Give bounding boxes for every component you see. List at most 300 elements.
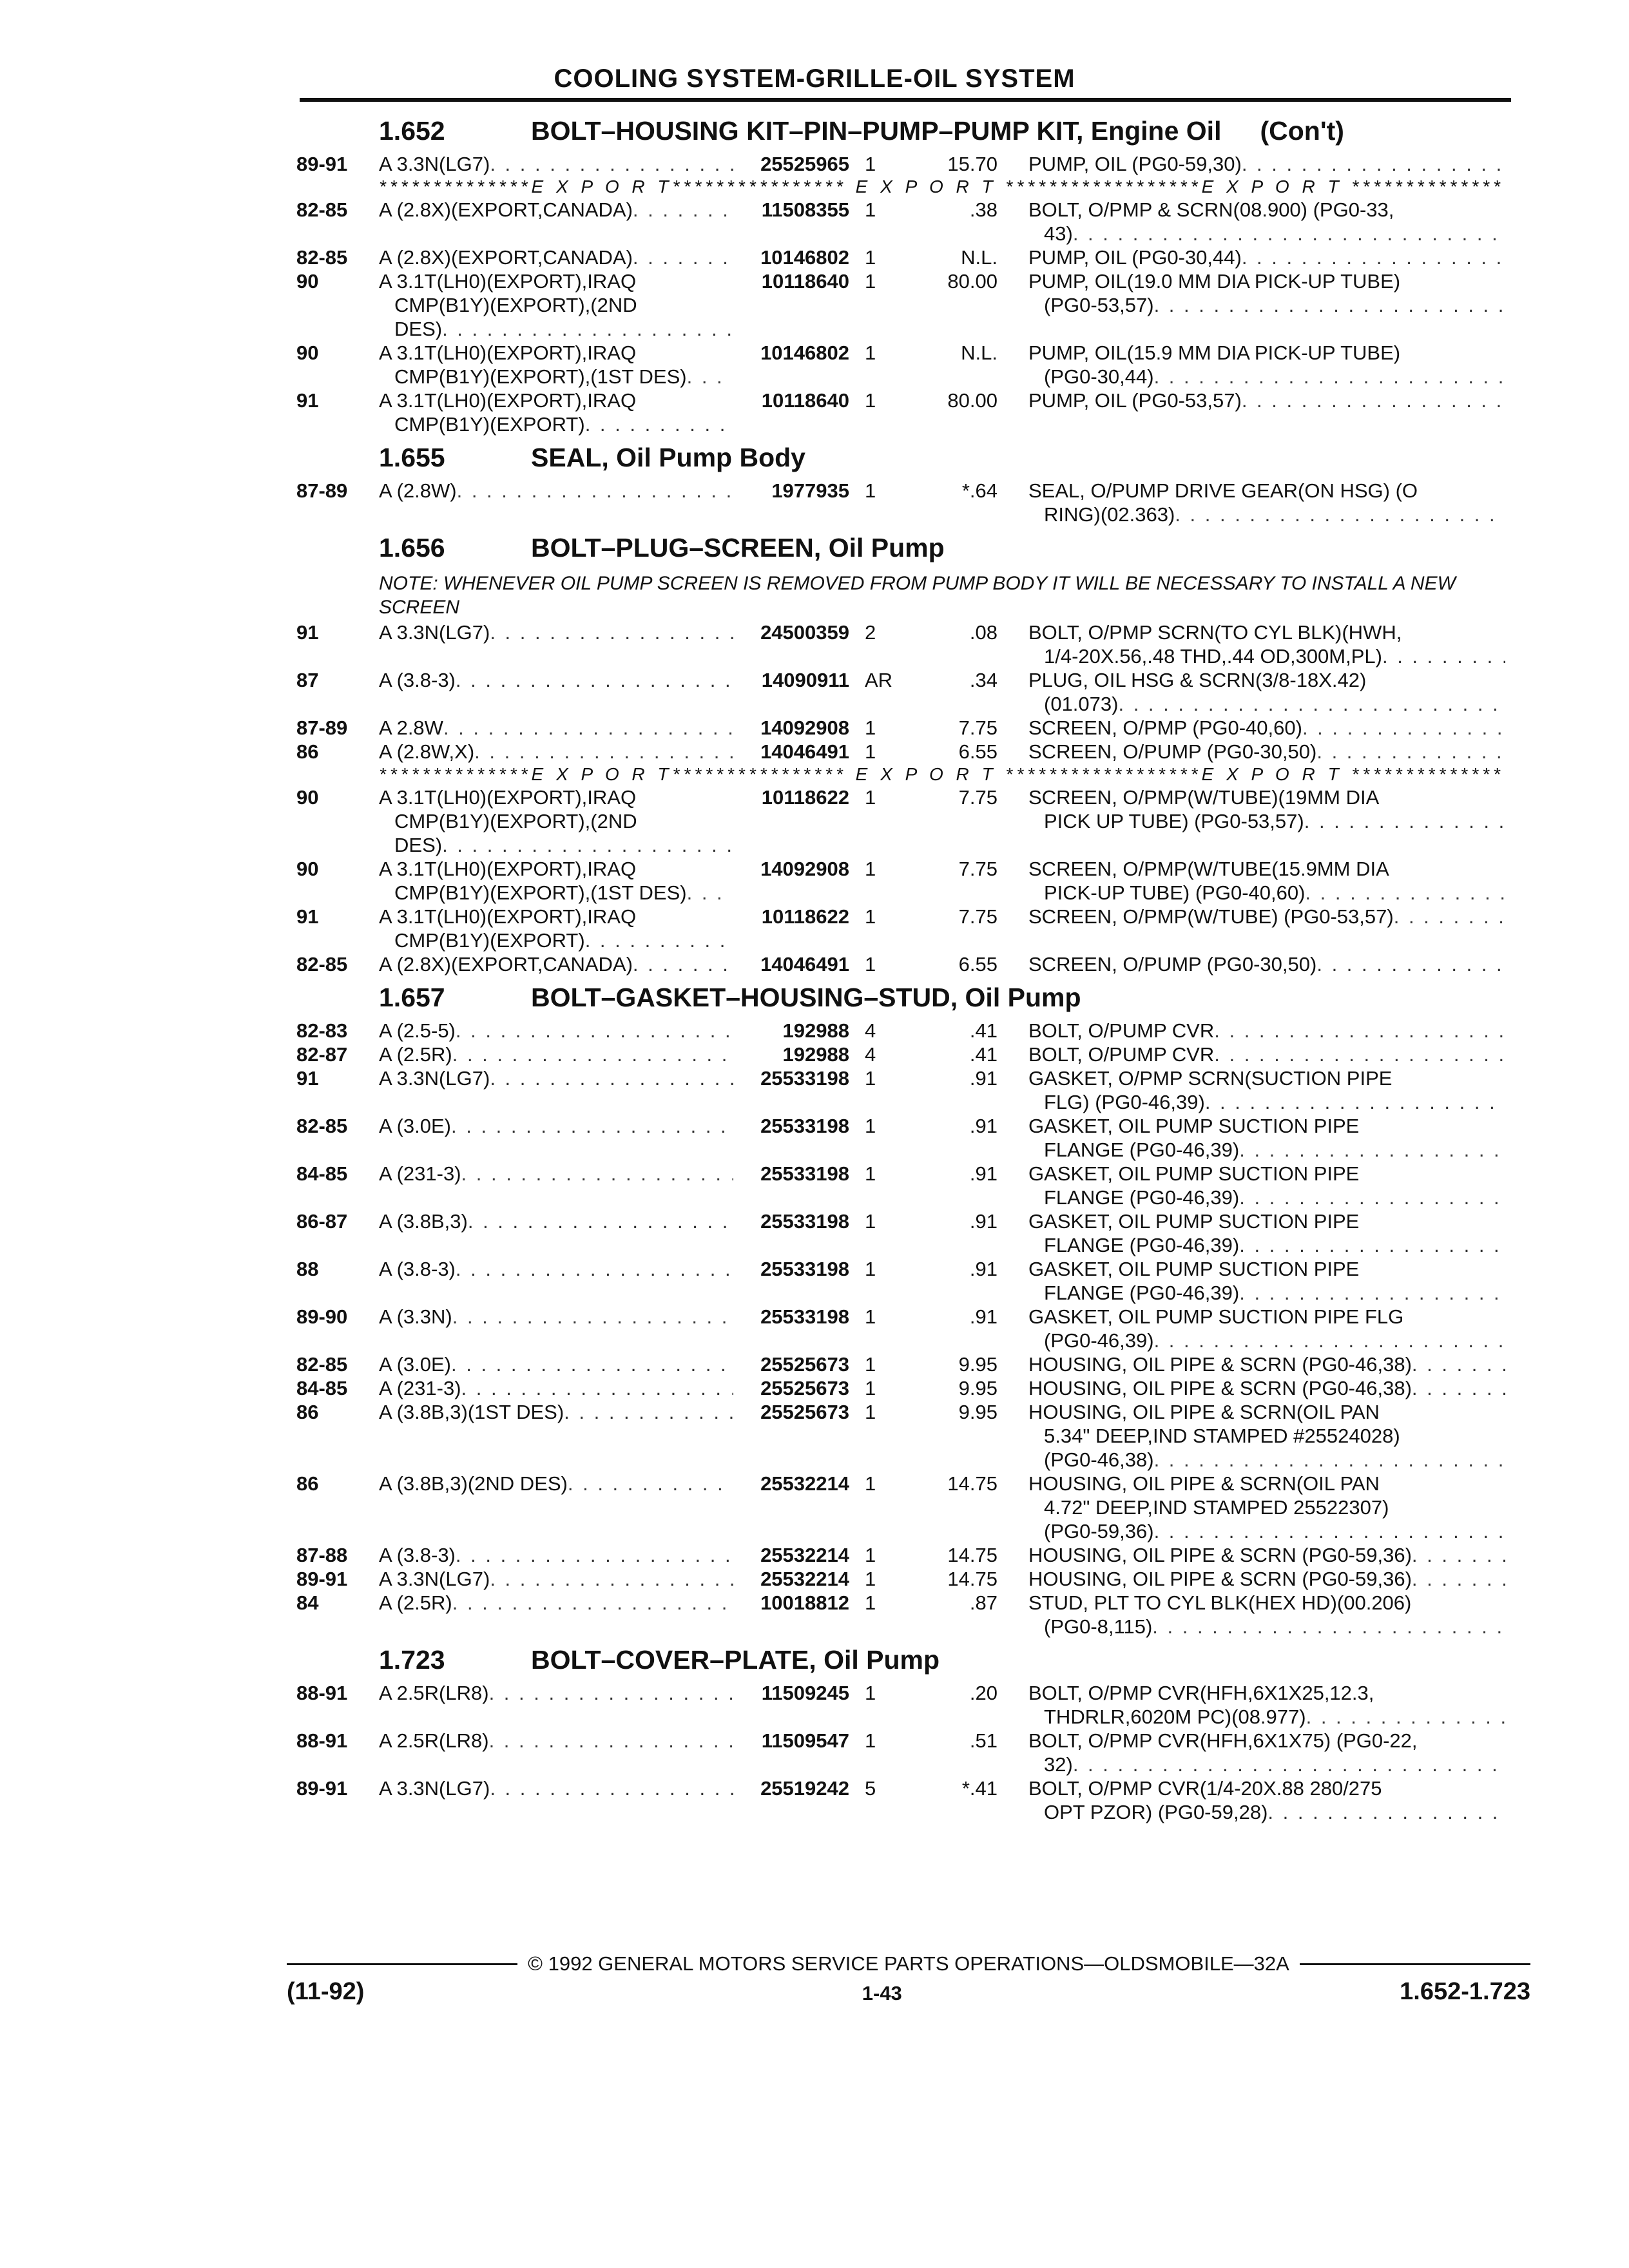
- quantity: 1: [865, 1401, 876, 1423]
- leader-dots: [490, 620, 733, 644]
- model-years: 82-85: [296, 198, 348, 221]
- application-line: [379, 785, 733, 809]
- description-line: [1028, 1043, 1505, 1066]
- description-text: BOLT, O/PMP & SCRN(08.900) (PG0-33,: [1028, 198, 1394, 221]
- description: [998, 1543, 1505, 1567]
- application-text: A (2.8X)(EXPORT,CANADA): [379, 246, 633, 269]
- description-text: HOUSING, OIL PIPE & SCRN (PG0-46,38): [1028, 1353, 1412, 1376]
- leader-dots: [442, 317, 733, 341]
- description-line: [1028, 716, 1505, 740]
- part-row: [296, 1019, 1521, 1043]
- description: [998, 1114, 1505, 1162]
- application-line: [379, 1543, 733, 1567]
- description-line: [1028, 503, 1505, 526]
- price: 6.55: [958, 953, 998, 975]
- description-text: STUD, PLT TO CYL BLK(HEX HD)(00.206): [1028, 1591, 1412, 1614]
- description-line: [1028, 620, 1505, 644]
- section-number: 1.656: [379, 533, 445, 562]
- description-text: PICK UP TUBE) (PG0-53,57): [1044, 810, 1304, 832]
- description-text: GASKET, OIL PUMP SUCTION PIPE FLG: [1028, 1305, 1404, 1328]
- leader-dots: [1175, 503, 1505, 526]
- description-text: PUMP, OIL (PG0-30,44): [1028, 246, 1242, 269]
- quantity: 1: [865, 1568, 876, 1590]
- section-heading: [296, 436, 1521, 479]
- application-line: [379, 1352, 733, 1376]
- part-number: 25533198: [760, 1258, 849, 1280]
- price: 9.95: [958, 1401, 998, 1423]
- application-line: [379, 1305, 733, 1329]
- description-text: SCREEN, O/PUMP (PG0-30,50): [1028, 740, 1317, 763]
- application-text: A 3.1T(LH0)(EXPORT),IRAQ: [379, 858, 637, 880]
- quantity: 1: [865, 1305, 876, 1328]
- description-text: (01.073): [1044, 693, 1119, 715]
- description-text: HOUSING, OIL PIPE & SCRN (PG0-59,36): [1028, 1568, 1412, 1590]
- application: [379, 389, 733, 436]
- price: .91: [969, 1210, 998, 1233]
- leader-dots: [456, 1543, 733, 1567]
- application-text: A (3.8-3): [379, 1258, 456, 1280]
- description-line: [1028, 365, 1505, 389]
- part-number: 192988: [782, 1019, 849, 1042]
- leader-dots: [1412, 1352, 1505, 1376]
- part-number: 10018812: [760, 1591, 849, 1614]
- leader-dots: [452, 1591, 733, 1615]
- leader-dots: [442, 833, 733, 857]
- leader-dots: [451, 1114, 733, 1138]
- leader-dots: [489, 1681, 733, 1705]
- description-line: [1028, 1352, 1505, 1376]
- section-title: BOLT–PLUG–SCREEN, Oil Pump: [531, 533, 945, 562]
- part-row: [296, 1591, 1521, 1639]
- application: [379, 1729, 733, 1753]
- leader-dots: [585, 412, 733, 436]
- model-years: 86: [296, 740, 319, 763]
- quantity: 4: [865, 1019, 876, 1042]
- model-years: 90: [296, 858, 319, 880]
- leader-dots: [1242, 152, 1505, 176]
- leader-dots: [1382, 644, 1505, 668]
- model-years: 89-91: [296, 1568, 348, 1590]
- header-rule: [300, 98, 1511, 102]
- footer-page-number: 1-43: [862, 1982, 902, 2004]
- quantity: 1: [865, 1544, 876, 1566]
- parts-catalog-content: [296, 110, 1521, 1824]
- application-text: A (3.3N): [379, 1305, 452, 1328]
- description-text: HOUSING, OIL PIPE & SCRN(OIL PAN: [1028, 1401, 1380, 1423]
- section-title: SEAL, Oil Pump Body: [531, 443, 805, 472]
- description-text: 32): [1044, 1753, 1073, 1776]
- description-line: [1028, 222, 1505, 245]
- description: [998, 479, 1505, 526]
- application-line: [379, 1729, 733, 1753]
- description-line: [1028, 1729, 1505, 1753]
- application: [379, 716, 733, 740]
- description-line: [1028, 1305, 1505, 1329]
- leader-dots: [1394, 905, 1505, 928]
- section-number: 1.655: [379, 443, 445, 472]
- application-line: [379, 152, 733, 176]
- part-row: [296, 1209, 1521, 1257]
- application-text: A 3.3N(LG7): [379, 1568, 490, 1590]
- application-text: A (2.8X)(EXPORT,CANADA): [379, 953, 633, 975]
- description: [998, 152, 1505, 176]
- description-text: RING)(02.363): [1044, 503, 1175, 526]
- part-number: 10146802: [760, 341, 849, 364]
- leader-dots: [1073, 222, 1505, 245]
- description-text: BOLT, O/PUMP CVR: [1028, 1019, 1215, 1042]
- description: [998, 1591, 1505, 1639]
- price: 7.75: [958, 905, 998, 928]
- description-text: HOUSING, OIL PIPE & SCRN (PG0-59,36): [1028, 1544, 1412, 1566]
- part-row: [296, 1352, 1521, 1376]
- quantity: 1: [865, 953, 876, 975]
- application-line: [379, 389, 733, 412]
- leader-dots: [1316, 952, 1505, 976]
- leader-dots: [452, 1043, 733, 1066]
- description-line: [1028, 644, 1505, 668]
- application-text: A (3.8B,3)(1ST DES): [379, 1401, 564, 1423]
- page-title: COOLING SYSTEM-GRILLE-OIL SYSTEM: [554, 64, 1075, 93]
- leader-dots: [1214, 1043, 1505, 1066]
- part-row: [296, 389, 1521, 436]
- description: [998, 716, 1505, 740]
- application-text: CMP(B1Y)(EXPORT),(2ND: [394, 810, 637, 832]
- price: N.L.: [961, 341, 998, 364]
- application-line: [379, 317, 733, 341]
- quantity: AR: [865, 669, 893, 691]
- application: [379, 1352, 733, 1376]
- model-years: 82-85: [296, 1115, 348, 1137]
- leader-dots: [687, 365, 733, 389]
- application-text: A 3.1T(LH0)(EXPORT),IRAQ: [379, 389, 637, 412]
- description-line: [1028, 1615, 1505, 1639]
- description-line: [1028, 1567, 1505, 1591]
- application: [379, 740, 733, 764]
- leader-dots: [564, 1400, 733, 1424]
- application: [379, 1376, 733, 1400]
- quantity: 1: [865, 1472, 876, 1495]
- application-line: [379, 1066, 733, 1090]
- description-text: GASKET, OIL PUMP SUCTION PIPE: [1028, 1115, 1360, 1137]
- part-number: 14046491: [760, 953, 849, 975]
- quantity: 1: [865, 270, 876, 293]
- leader-dots: [490, 1567, 733, 1591]
- model-years: 82-85: [296, 1353, 348, 1376]
- part-number: 10118640: [761, 270, 849, 293]
- quantity: 5: [865, 1777, 876, 1800]
- part-number: 25525673: [760, 1353, 849, 1376]
- description: [998, 857, 1505, 905]
- description-line: [1028, 740, 1505, 764]
- leader-dots: [1412, 1567, 1505, 1591]
- footer-rule-right: [1300, 1963, 1530, 1965]
- section-number: 1.723: [379, 1645, 445, 1675]
- description-line: [1028, 1066, 1505, 1090]
- part-number: 10146802: [760, 246, 849, 269]
- part-number: 14090911: [761, 669, 849, 691]
- description-line: [1028, 1162, 1505, 1186]
- description: [998, 1729, 1505, 1776]
- price: .91: [969, 1258, 998, 1280]
- part-row: [296, 1400, 1521, 1472]
- leader-dots: [490, 1776, 733, 1800]
- application: [379, 905, 733, 952]
- leader-dots: [633, 245, 733, 269]
- part-row: [296, 245, 1521, 269]
- application-line: [379, 928, 733, 952]
- leader-dots: [457, 479, 733, 503]
- leader-dots: [443, 716, 733, 740]
- description: [998, 1681, 1505, 1729]
- application-text: A 2.5R(LR8): [379, 1682, 489, 1704]
- description: [998, 389, 1505, 412]
- description: [998, 668, 1505, 716]
- price: N.L.: [961, 246, 998, 269]
- description-line: [1028, 1114, 1505, 1138]
- part-number: 25532214: [760, 1568, 849, 1590]
- model-years: 89-91: [296, 1777, 348, 1800]
- part-row: [296, 1567, 1521, 1591]
- price: .41: [969, 1043, 998, 1066]
- description-line: [1028, 293, 1505, 317]
- description-line: [1028, 809, 1505, 833]
- description: [998, 620, 1505, 668]
- application-line: [379, 293, 733, 317]
- description-text: SEAL, O/PUMP DRIVE GEAR(ON HSG) (O: [1028, 479, 1418, 502]
- application-text: A 3.1T(LH0)(EXPORT),IRAQ: [379, 270, 637, 293]
- model-years: 87-89: [296, 716, 348, 739]
- leader-dots: [1154, 1448, 1505, 1472]
- description-text: PICK-UP TUBE) (PG0-40,60): [1044, 881, 1306, 904]
- description-text: 1/4-20X.56,.48 THD,.44 OD,300M,PL): [1044, 645, 1382, 668]
- model-years: 82-87: [296, 1043, 348, 1066]
- price: 14.75: [947, 1472, 998, 1495]
- part-number: 25533198: [760, 1162, 849, 1185]
- application-line: [379, 668, 733, 692]
- section-heading: [296, 110, 1521, 152]
- description-text: THDRLR,6020M PC)(08.977): [1044, 1706, 1306, 1728]
- model-years: 90: [296, 341, 319, 364]
- leader-dots: [1154, 293, 1505, 317]
- part-number: 25533198: [760, 1305, 849, 1328]
- price: 80.00: [947, 389, 998, 412]
- price: .08: [969, 621, 998, 644]
- part-number: 25532214: [760, 1544, 849, 1566]
- leader-dots: [1118, 692, 1505, 716]
- quantity: 1: [865, 1162, 876, 1185]
- part-row: [296, 1472, 1521, 1543]
- leader-dots: [490, 152, 733, 176]
- section-heading: [296, 976, 1521, 1019]
- model-years: 87: [296, 669, 319, 691]
- footer-copyright: © 1992 GENERAL MOTORS SERVICE PARTS OPERATIONS—OLDSMOBILE—32A: [528, 1952, 1289, 1975]
- section-title: BOLT–GASKET–HOUSING–STUD, Oil Pump: [531, 983, 1081, 1012]
- application-line: [379, 620, 733, 644]
- leader-dots: [1306, 1705, 1505, 1729]
- application-text: DES): [394, 834, 443, 856]
- quantity: 1: [865, 1115, 876, 1137]
- leader-dots: [452, 1305, 733, 1329]
- leader-dots: [633, 198, 733, 222]
- model-years: 91: [296, 1067, 319, 1090]
- part-row: [296, 1305, 1521, 1352]
- part-number: 25519242: [760, 1777, 849, 1800]
- application: [379, 479, 733, 503]
- part-number: 11509245: [761, 1682, 849, 1704]
- price: 9.95: [958, 1377, 998, 1399]
- description-line: [1028, 1776, 1505, 1800]
- description-line: [1028, 1543, 1505, 1567]
- description-line: [1028, 1472, 1505, 1495]
- application-line: [379, 1043, 733, 1066]
- description-line: [1028, 1424, 1505, 1448]
- part-number: 14046491: [760, 740, 849, 763]
- price: 14.75: [947, 1544, 998, 1566]
- description-line: [1028, 668, 1505, 692]
- model-years: 82-83: [296, 1019, 348, 1042]
- price: .91: [969, 1067, 998, 1090]
- part-number: 11509547: [761, 1729, 849, 1752]
- part-row: [296, 952, 1521, 976]
- application-text: CMP(B1Y)(EXPORT),(1ST DES): [394, 881, 687, 904]
- application: [379, 1043, 733, 1066]
- leader-dots: [1316, 740, 1505, 764]
- description: [998, 1305, 1505, 1352]
- application: [379, 1114, 733, 1138]
- part-number: 14092908: [760, 858, 849, 880]
- part-row: [296, 1162, 1521, 1209]
- part-number: 25533198: [760, 1210, 849, 1233]
- application-text: A (3.8-3): [379, 669, 456, 691]
- application: [379, 1162, 733, 1186]
- application-line: [379, 1209, 733, 1233]
- description: [998, 1400, 1505, 1472]
- price: 14.75: [947, 1568, 998, 1590]
- model-years: 87-89: [296, 479, 348, 502]
- quantity: 1: [865, 905, 876, 928]
- footer-date-code: (11-92): [287, 1978, 365, 2005]
- application-line: [379, 857, 733, 881]
- application-line: [379, 1400, 733, 1424]
- description-line: [1028, 1495, 1505, 1519]
- application-line: [379, 1257, 733, 1281]
- description: [998, 1352, 1505, 1376]
- application-line: [379, 1019, 733, 1043]
- leader-dots: [1305, 881, 1505, 905]
- footer-section-range: 1.652-1.723: [1400, 1978, 1530, 2005]
- description-line: [1028, 857, 1505, 881]
- quantity: 1: [865, 246, 876, 269]
- part-row: [296, 479, 1521, 526]
- description: [998, 905, 1505, 928]
- description-line: [1028, 1519, 1505, 1543]
- application-line: [379, 245, 733, 269]
- quantity: 2: [865, 621, 876, 644]
- leader-dots: [1302, 716, 1505, 740]
- description: [998, 1019, 1505, 1043]
- application-text: A 3.1T(LH0)(EXPORT),IRAQ: [379, 341, 637, 364]
- leader-dots: [1214, 1019, 1505, 1043]
- leader-dots: [456, 1257, 733, 1281]
- application-line: [379, 269, 733, 293]
- description-line: [1028, 1257, 1505, 1281]
- part-number: 25525673: [760, 1401, 849, 1423]
- price: 15.70: [947, 153, 998, 175]
- application-line: [379, 1114, 733, 1138]
- description-line: [1028, 1138, 1505, 1162]
- leader-dots: [1242, 389, 1505, 412]
- part-row: [296, 341, 1521, 389]
- leader-dots: [1152, 1615, 1505, 1639]
- section-number: 1.657: [379, 983, 445, 1012]
- price: .34: [969, 669, 998, 691]
- part-number: 1977935: [771, 479, 849, 502]
- price: .51: [969, 1729, 998, 1752]
- model-years: 91: [296, 389, 319, 412]
- application-text: A 3.3N(LG7): [379, 1067, 490, 1090]
- description-line: [1028, 389, 1505, 412]
- description-text: GASKET, OIL PUMP SUCTION PIPE: [1028, 1210, 1360, 1233]
- part-row: [296, 1114, 1521, 1162]
- description: [998, 1376, 1505, 1400]
- description-line: [1028, 1448, 1505, 1472]
- leader-dots: [1242, 245, 1505, 269]
- description-line: [1028, 785, 1505, 809]
- description-text: (PG0-46,38): [1044, 1448, 1154, 1471]
- description-text: HOUSING, OIL PIPE & SCRN(OIL PAN: [1028, 1472, 1380, 1495]
- description: [998, 1472, 1505, 1543]
- application: [379, 785, 733, 857]
- description-line: [1028, 1019, 1505, 1043]
- description-text: PUMP, OIL (PG0-53,57): [1028, 389, 1242, 412]
- application-text: CMP(B1Y)(EXPORT): [394, 929, 585, 952]
- application-text: CMP(B1Y)(EXPORT),(1ST DES): [394, 365, 687, 388]
- application-line: [379, 905, 733, 928]
- description-text: BOLT, O/PMP SCRN(TO CYL BLK)(HWH,: [1028, 621, 1402, 644]
- description-text: FLANGE (PG0-46,39): [1044, 1186, 1240, 1209]
- part-number: 25533198: [760, 1115, 849, 1137]
- application: [379, 1681, 733, 1705]
- application-text: A 3.3N(LG7): [379, 621, 490, 644]
- model-years: 84-85: [296, 1377, 348, 1399]
- application: [379, 198, 733, 222]
- leader-dots: [1304, 809, 1505, 833]
- description-line: [1028, 1376, 1505, 1400]
- price: 9.95: [958, 1353, 998, 1376]
- application-text: A (2.8W): [379, 479, 457, 502]
- price: .91: [969, 1115, 998, 1137]
- leader-dots: [1154, 1329, 1505, 1352]
- part-row: [296, 905, 1521, 952]
- part-row: [296, 1043, 1521, 1066]
- quantity: 1: [865, 858, 876, 880]
- application: [379, 668, 733, 692]
- description: [998, 269, 1505, 317]
- leader-dots: [633, 952, 733, 976]
- section-title: BOLT–COVER–PLATE, Oil Pump: [531, 1645, 940, 1675]
- quantity: 1: [865, 479, 876, 502]
- application-line: [379, 1162, 733, 1186]
- application-text: A (3.8B,3): [379, 1210, 468, 1233]
- application-line: [379, 1567, 733, 1591]
- part-number: 192988: [782, 1043, 849, 1066]
- application: [379, 1019, 733, 1043]
- description-line: [1028, 1705, 1505, 1729]
- model-years: 89-91: [296, 153, 348, 175]
- part-number: 10118640: [761, 389, 849, 412]
- description-text: BOLT, O/PMP CVR(1/4-20X.88 280/275: [1028, 1777, 1382, 1800]
- part-number: 25525673: [760, 1377, 849, 1399]
